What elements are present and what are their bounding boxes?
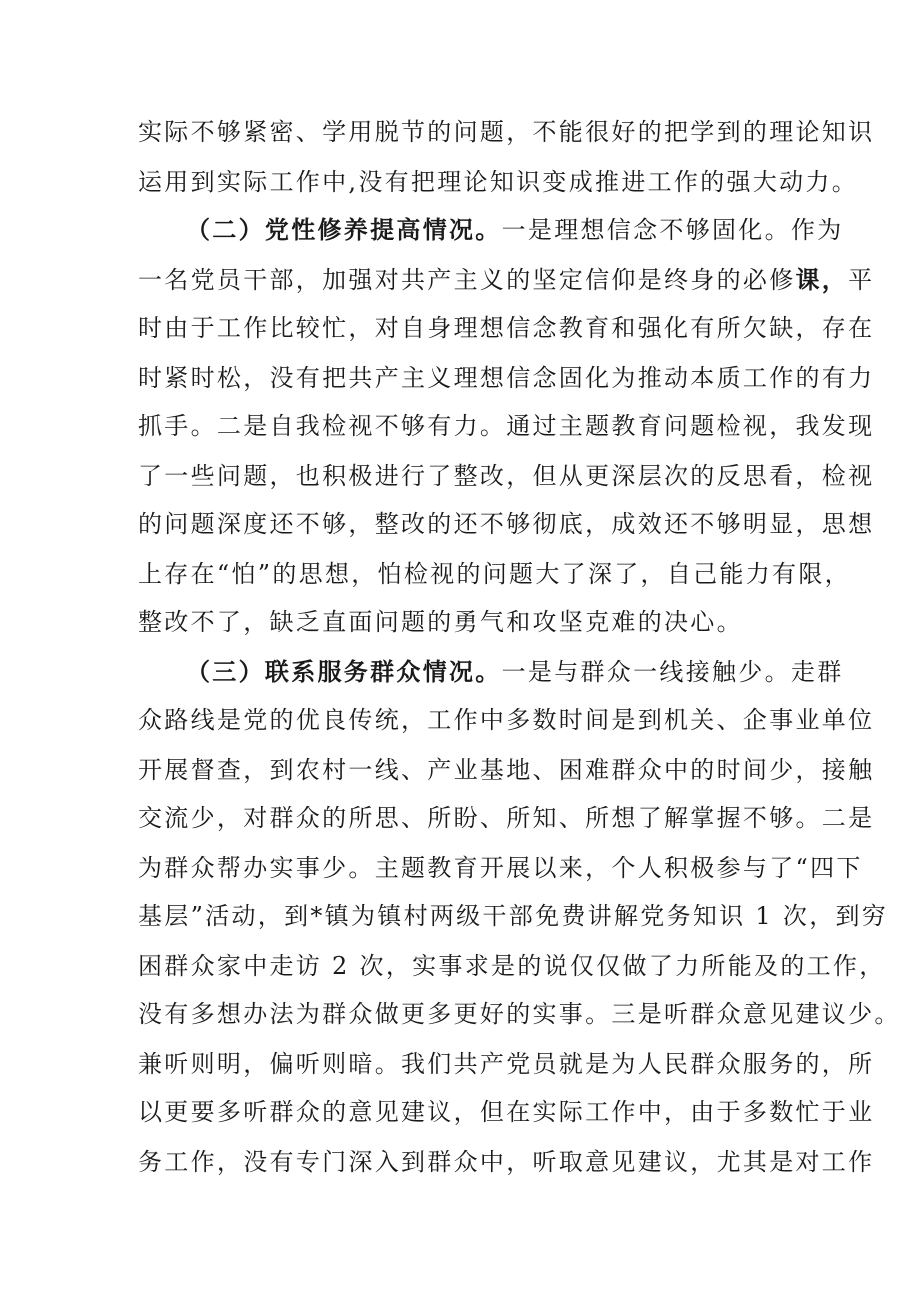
paragraph-3-line-3: 开展督查，到农村一线、产业基地、困难群众中的时间少，接触 [138,756,875,784]
paragraph-3-line-1-text: 一是与群众一线接触少。走群 [501,658,844,686]
paragraph-2-line-3: 时由于工作比较忙，对自身理想信念教育和强化有所欠缺，存在 [138,314,875,342]
paragraph-3-line-7: 困群众家中走访 2 次，实事求是的说仅仅做了力所能及的工作， [138,952,886,980]
paragraph-3-line-6: 基层”活动，到*镇为镇村两级干部免费讲解党务知识 1 次，到穷 [138,902,889,930]
section-heading-party-spirit: （二）党性修养提高情况。 [186,215,502,244]
paragraph-2-line-6: 了一些问题，也积极进行了整改，但从更深层次的反思看，检视 [138,462,875,490]
paragraph-3-line-9: 兼听则明，偏听则暗。我们共产党员就是为人民群众服务的，所 [138,1050,875,1078]
paragraph-2-line-5: 抓手。二是自我检视不够有力。通过主题教育问题检视，我发现 [138,412,875,440]
paragraph-3-line-8: 没有多想办法为群众做更多更好的实事。三是听群众意见建议少。 [138,1000,901,1028]
paragraph-2-line-7: 的问题深度还不够，整改的还不够彻底，成效还不够明显，思想 [138,510,875,538]
paragraph-3-line-4: 交流少，对群众的所思、所盼、所知、所想了解掌握不够。二是 [138,804,875,832]
paragraph-2-line-1 [186,215,844,245]
paragraph-3-line-10: 以更要多听群众的意见建议，但在实际工作中，由于多数忙于业 [138,1098,875,1126]
paragraph-2-line-2-end: 平 [848,266,875,294]
section-heading-serving-masses: （三）联系服务群众情况。 [186,657,502,686]
bold-fragment: 课， [795,265,849,294]
paragraph-2-line-1-text: 一是理想信念不够固化。作为 [501,216,844,244]
paragraph-1-line-1: 实际不够紧密、学用脱节的问题，不能很好的把学到的理论知识 [138,118,875,146]
paragraph-3-line-1 [186,657,844,687]
paragraph-2-line-8: 上存在“怕”的思想，怕检视的问题大了深了，自己能力有限， [138,560,851,588]
paragraph-2-line-9: 整改不了，缺乏直面问题的勇气和攻坚克难的决心。 [138,608,743,636]
paragraph-1-line-2: 运用到实际工作中,没有把理论知识变成推进工作的强大动力。 [138,168,859,196]
paragraph-2-line-2 [138,265,874,295]
paragraph-3-line-11: 务工作，没有专门深入到群众中，听取意见建议，尤其是对工作 [138,1148,875,1176]
paragraph-3-line-2: 众路线是党的优良传统，工作中多数时间是到机关、企事业单位 [138,706,875,734]
paragraph-2-line-4: 时紧时松，没有把共产主义理想信念固化为推动本质工作的有力 [138,364,875,392]
paragraph-2-line-2-text: 一名党员干部，加强对共产主义的坚定信仰是终身的必修 [138,266,796,294]
paragraph-3-line-5: 为群众帮办实事少。主题教育开展以来，个人积极参与了“四下 [138,854,863,882]
